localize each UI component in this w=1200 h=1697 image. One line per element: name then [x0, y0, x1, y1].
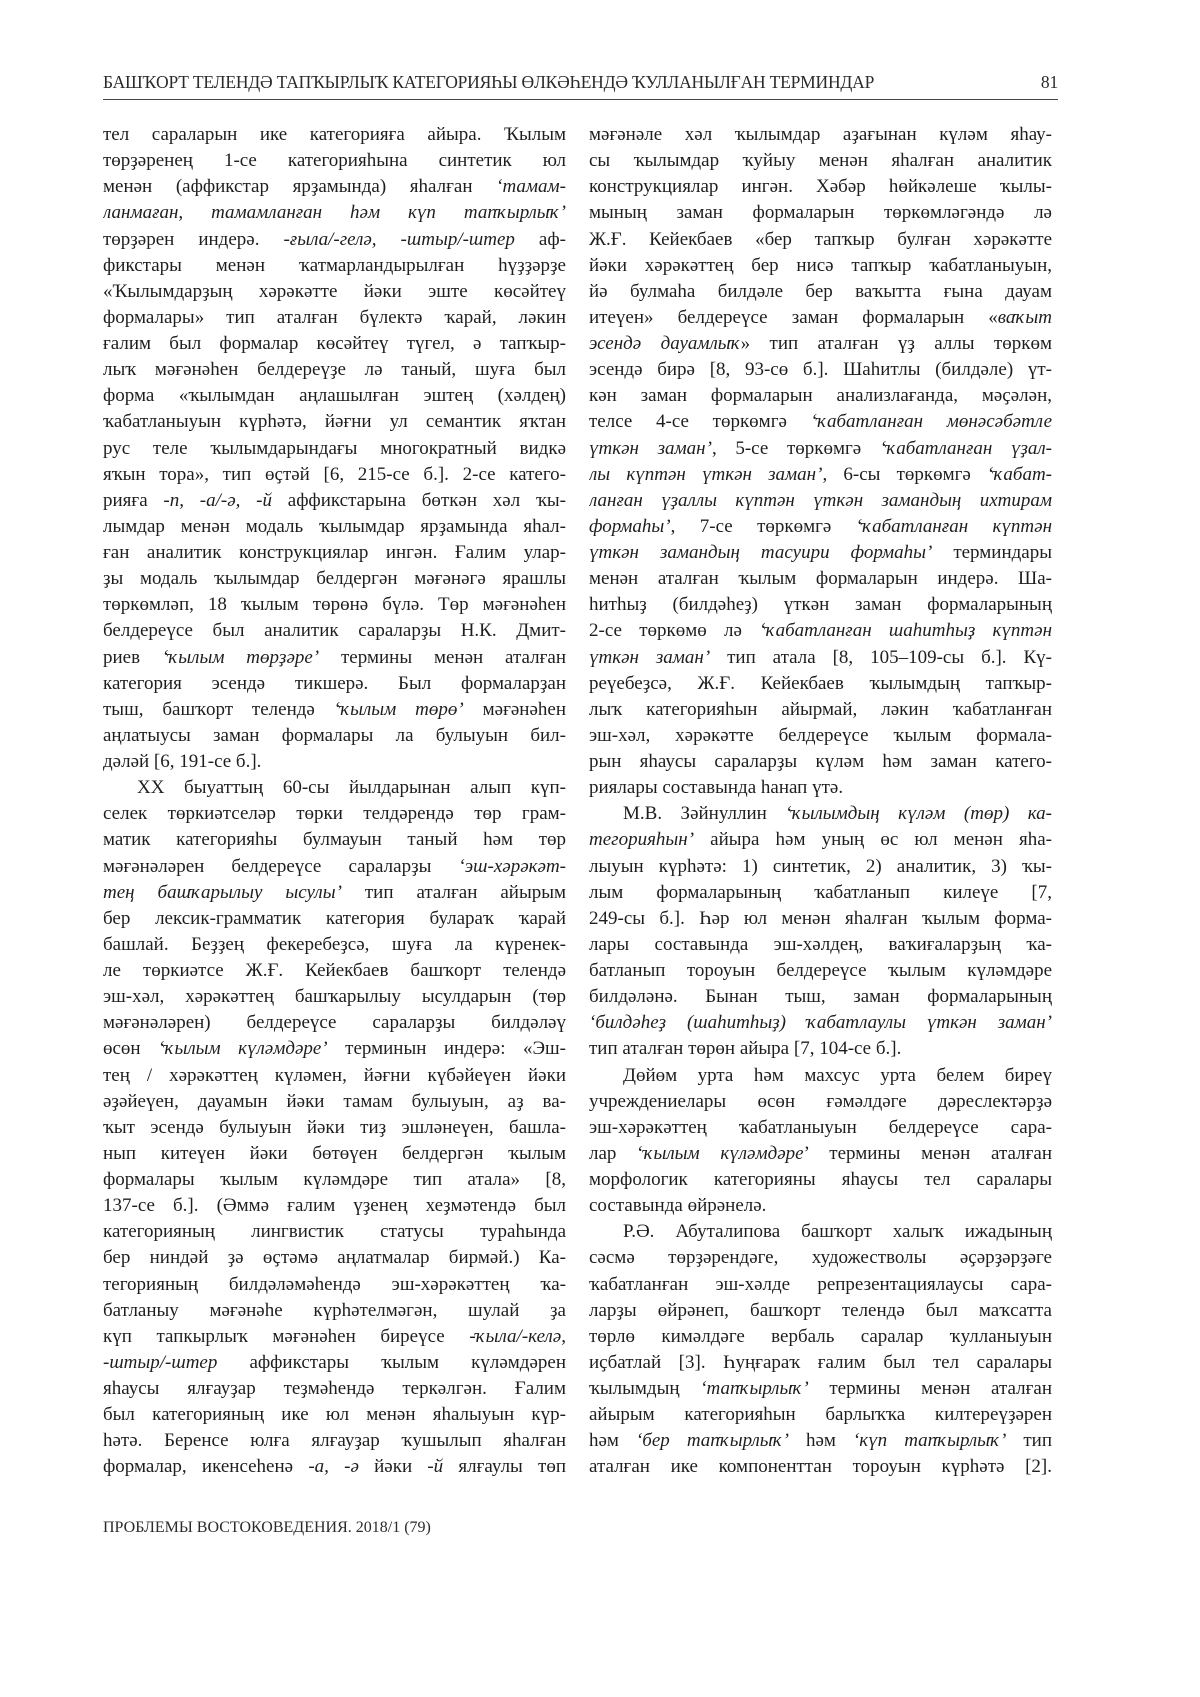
- text-line: [103, 697, 566, 723]
- text-line: [589, 1428, 1052, 1454]
- italic-term: -а, -ә: [308, 1456, 359, 1478]
- italic-term: тегорияһын’: [589, 829, 695, 851]
- text-segment: һәтә. Беренсе юлға ялғауҙар ҡушылып яһалған: [103, 1430, 566, 1452]
- text-segment: айырым категорияһын барлыҡҡа килтереүҙәрен: [589, 1404, 1052, 1426]
- text-line: [589, 1167, 1052, 1193]
- text-segment: форма «ҡылымдан аңлашылған эштең (хәлдең): [103, 385, 566, 407]
- text-line: [103, 227, 566, 253]
- text-segment: аффикстарына бөткән хәл ҡы-: [272, 489, 566, 511]
- italic-term: ‘ҡабатланған мөнәсәбәтле: [810, 411, 1052, 433]
- text-line: [589, 592, 1052, 618]
- text-segment: һәм: [788, 1430, 853, 1452]
- italic-term: ‘ҡылым күләмдәре’: [158, 1038, 328, 1060]
- paragraph: [589, 1219, 1052, 1480]
- text-segment: төрлө кимәлдәге вербаль саралар ҡулланыуын: [589, 1325, 1052, 1347]
- text-line: [589, 671, 1052, 697]
- text-line: [589, 305, 1052, 331]
- text-line: [589, 827, 1052, 853]
- text-line: [589, 880, 1052, 906]
- text-segment: составында өйрәнелә.: [589, 1195, 767, 1217]
- text-segment: » тип аталған үҙ аллы төркөм: [740, 333, 1052, 354]
- paragraph: [589, 801, 1052, 1062]
- text-line: [103, 645, 566, 671]
- text-line: [103, 122, 566, 148]
- text-segment: , 7-се төркөмгә: [670, 515, 856, 537]
- running-header: [103, 72, 1058, 100]
- text-segment: телсе 4-се төркөмгә: [589, 411, 811, 433]
- text-segment: итеүен» белдереүсе заман формаларын «: [589, 306, 998, 328]
- text-line: [103, 592, 566, 618]
- text-line: [103, 1324, 566, 1350]
- italic-term: ‘күп тапҡырлыҡ’: [852, 1430, 1007, 1452]
- text-segment: аңлатыусы заман формалары ла булыуын бил-: [103, 724, 566, 746]
- text-line: [589, 122, 1052, 148]
- text-segment: конструкциялар ингән. Хәбәр һөйкәлеше ҡылы-: [589, 176, 1052, 198]
- text-line: [103, 1010, 566, 1036]
- text-segment: яҡын тора», тип өҫтәй [6, 215-се б.]. 2-се катего-: [103, 463, 566, 485]
- text-line: [103, 1219, 566, 1245]
- text-segment: нып китеүен йәки бөтөүен белдергән ҡылым: [103, 1142, 566, 1164]
- text-line: [589, 697, 1052, 723]
- text-line: [103, 854, 566, 880]
- text-segment: Дөйөм урта һәм махсус урта белем биреү: [623, 1064, 1052, 1086]
- text-segment: тип аталған айырым: [341, 881, 566, 903]
- journal-footer: ПРОБЛЕМЫ ВОСТОКОВЕДЕНИЯ. 2018/1 (79): [103, 1519, 431, 1536]
- italic-term: лы күптән үткән заман’: [589, 463, 823, 485]
- text-segment: күп тапкырлыҡ мәғәнәһен биреүсе: [103, 1325, 470, 1347]
- text-line: [103, 1036, 566, 1062]
- text-line: [589, 540, 1052, 566]
- text-line: [103, 1350, 566, 1376]
- text-line: [589, 775, 1052, 801]
- text-line: [589, 1402, 1052, 1428]
- text-line: [103, 723, 566, 749]
- text-segment: морфологик категорияны яһаусы тел саралары: [589, 1169, 1052, 1190]
- text-segment: М.В. Зәйнуллин: [623, 803, 786, 825]
- text-segment: өсөн: [103, 1038, 159, 1060]
- text-line: [103, 1063, 566, 1089]
- italic-term: ҡылым күләмдәре: [643, 1142, 804, 1164]
- text-line: [589, 1089, 1052, 1115]
- italic-term: ланған үҙаллы күптән үткән замандың ихтирам: [589, 489, 1052, 511]
- italic-term: формаһы’: [589, 515, 671, 537]
- italic-term: ‘тапҡырлыҡ’: [700, 1378, 809, 1399]
- text-segment: , 5-се төркөмгә: [711, 437, 880, 459]
- text-line: [103, 253, 566, 279]
- text-segment: батланып тороуын белдереүсе ҡылым күләмдәре: [589, 960, 1052, 981]
- text-segment: мәғәнәләрен) белдереүсе сараларҙы билдәләү: [103, 1012, 566, 1034]
- text-line: [103, 566, 566, 592]
- text-line: [103, 749, 566, 775]
- text-segment: селек төркиәтселәр төрки телдәрендә төр грам-: [103, 803, 566, 825]
- text-segment: төрҙәренең 1-се категорияһына синтетик юл: [103, 150, 566, 172]
- text-line: [589, 383, 1052, 409]
- italic-term: ‘ҡабат-: [987, 463, 1052, 485]
- text-segment: ҙы модаль ҡылымдар белдергән мәғәнәгә ярашлы: [103, 568, 566, 590]
- text-line: [589, 1193, 1052, 1219]
- text-segment: менән (аффикстар ярҙамында) яһалған: [103, 176, 497, 198]
- text-line: [103, 305, 566, 331]
- text-segment: формалары ҡылым күләмдәре тип атала» [8,: [103, 1169, 566, 1190]
- text-segment: лары составында эш-хәлдең, ваҡиғаларҙың ҡа-: [589, 933, 1052, 955]
- text-segment: батланыу мәғәнәһе күрһәтелмәгән, шулай ҙа: [103, 1299, 566, 1321]
- italic-term: ‘ҡылымдың күләм (төр) ка-: [785, 803, 1052, 825]
- text-line: [103, 1245, 566, 1271]
- text-segment: кән заман формаларын анализлағанда, мәҫәлән,: [589, 385, 1052, 407]
- text-segment: матик категорияһы булмауын таный һәм төр: [103, 829, 566, 851]
- text-line: [589, 1245, 1052, 1271]
- text-line: [589, 148, 1052, 174]
- text-segment: төркөмләп, 18 ҡылым төрөнә бүлә. Төр мәғәнәһен: [103, 594, 566, 616]
- text-line: [589, 801, 1052, 827]
- text-line: [103, 932, 566, 958]
- text-segment: ғалим был формалар көсәйтеү түгел, ә тапҡыр-: [103, 333, 566, 354]
- text-segment: категория эсендә тикшерә. Был формаларҙан: [103, 672, 566, 694]
- text-line: [589, 462, 1052, 488]
- text-line: [103, 618, 566, 644]
- text-segment: тегорияның билдәләмәһендә эш-хәрәкәттең ҡа-: [103, 1273, 566, 1295]
- text-segment: рияға: [103, 489, 164, 511]
- italic-term: ваҡыт: [997, 306, 1052, 328]
- text-segment: фикстары менән ҡатмарландырылған һүҙҙәрҙе: [103, 254, 566, 276]
- text-line: [103, 801, 566, 827]
- text-segment: формалары» тип аталған бүлектә ҡарай, ләкин: [103, 306, 566, 328]
- text-line: [103, 279, 566, 305]
- text-line: [103, 174, 566, 200]
- text-line: [589, 906, 1052, 932]
- italic-term: -штыр/-штер: [103, 1351, 218, 1373]
- italic-term: үткән замандың тасуири формаһы’: [589, 542, 933, 563]
- text-segment: эш-хәл, хәрәкәтте белдереүсе ҡылым формала-: [589, 724, 1052, 746]
- text-segment: формалар, икенсеһенә: [103, 1456, 309, 1478]
- text-segment: айыра һәм уның өс юл менән яһа-: [694, 829, 1052, 851]
- italic-term: ‘бер тапҡырлыҡ’: [635, 1430, 789, 1452]
- text-line: [103, 488, 566, 514]
- text-segment: лым формаларының ҡабатланып килеүе [7,: [589, 881, 1052, 903]
- italic-term: үткән заман’: [589, 646, 711, 668]
- text-line: [103, 906, 566, 932]
- text-line: [103, 1272, 566, 1298]
- text-segment: тыш, башҡорт телендә: [103, 698, 334, 720]
- text-segment: башлай. Беҙҙең фекеребеҙсә, шуға ла күренек-: [103, 933, 566, 955]
- italic-term: ‘эш-хәрәкәт-: [458, 855, 566, 877]
- italic-term: -п, -а/-ә, -й: [163, 489, 273, 511]
- text-segment: йә булмаһа билдәле бер ваҡытта ғына дауам: [589, 280, 1052, 302]
- text-line: [589, 1010, 1052, 1036]
- text-line: [103, 1428, 566, 1454]
- italic-term: ‘ҡылым төрө’: [333, 698, 464, 720]
- text-segment: реүебеҙсә, Ж.Ғ. Кейекбаев ҡылымдың тапҡыр-: [589, 672, 1052, 694]
- text-segment: 249-сы б.]. Һәр юл менән яһалған ҡылым форма-: [589, 907, 1052, 929]
- text-segment: риев: [103, 646, 162, 668]
- text-segment: мәғәнәләрен белдереүсе сараларҙы: [103, 855, 459, 877]
- text-segment: Ж.Ғ. Кейекбаев «бер тапҡыр булған хәрәкәтте: [589, 228, 1052, 250]
- text-segment: сы ҡылымдар ҡуйыу менән яһалған аналитик: [589, 150, 1052, 172]
- text-line: [103, 1193, 566, 1219]
- italic-term: ланмаған, тамамланған һәм күп тапҡырлыҡ’: [103, 202, 566, 224]
- text-line: [103, 1167, 566, 1193]
- text-line: [589, 279, 1052, 305]
- paragraph: [103, 775, 566, 1480]
- text-segment: аталған ике компоненттан тороуын күрһәтә [2].: [589, 1456, 1052, 1478]
- paragraph: [103, 122, 566, 775]
- text-line: [103, 462, 566, 488]
- text-segment: әҙәйеүен, дауамын йәки тамам булыуын, аҙ ва-: [103, 1090, 566, 1112]
- text-line: [589, 253, 1052, 279]
- text-line: [589, 1141, 1052, 1167]
- text-line: [589, 1063, 1052, 1089]
- text-segment: тип: [1006, 1430, 1052, 1452]
- text-line: [589, 1454, 1052, 1480]
- text-segment: ле төркиәтсе Ж.Ғ. Кейекбаев башҡорт телендә: [103, 960, 566, 981]
- text-segment: 2-се төркөмө лә: [589, 620, 760, 642]
- text-line: [103, 148, 566, 174]
- text-segment: , 6-сы төркөмгә: [822, 463, 988, 485]
- text-segment: ған аналитик конструкциялар ингән. Ғалим улар-: [103, 542, 566, 563]
- text-segment: бер лексик-грамматик категория булараҡ ҡарай: [103, 907, 566, 929]
- text-segment: тең / хәрәкәттең күләмен, йәғни күбәйеүен йәки: [103, 1064, 566, 1086]
- text-line: [103, 383, 566, 409]
- text-segment: тип атала [8, 105–109-сы б.]. Кү-: [710, 646, 1052, 668]
- text-segment: эш-хәл, хәрәкәттең башҡарылыу ысулдарын (төр: [103, 986, 566, 1008]
- italic-term: ‘ҡабатланған шаһитһыҙ күптән: [759, 620, 1052, 642]
- text-column-right: [589, 122, 1052, 1481]
- text-line: [103, 514, 566, 540]
- text-segment: эсендә бирә [8, 93-сө б.]. Шаһитлы (билдәле) үт-: [589, 359, 1052, 381]
- text-segment: аф-: [514, 228, 566, 250]
- text-segment: сәсмә төрҙәрендәге, художестволы әҫәрҙәрҙәге: [589, 1247, 1052, 1269]
- text-segment: яһаусы ялғауҙар теҙмәһендә теркәлгән. Ғалим: [103, 1378, 566, 1399]
- text-line: [589, 488, 1052, 514]
- text-line: [103, 331, 566, 357]
- italic-term: -ғыла/-гелә, -штыр/-штер: [283, 228, 515, 250]
- page-number: 81: [1040, 72, 1058, 92]
- text-segment: дәләй [6, 191-се б.].: [103, 751, 262, 772]
- text-line: [589, 1298, 1052, 1324]
- text-line: [103, 1454, 566, 1480]
- text-segment: һәм: [589, 1430, 636, 1452]
- text-segment: эш-хәрәкәттең ҡабатланыуын белдереүсе сара-: [589, 1116, 1052, 1138]
- text-segment: лыҡ категорияһын айырмай, ләкин ҡабатланған: [589, 698, 1052, 720]
- text-line: [589, 854, 1052, 880]
- text-segment: терминдары: [932, 542, 1052, 563]
- text-line: [589, 1219, 1052, 1245]
- text-segment: ’ термины менән аталған: [803, 1142, 1052, 1164]
- text-line: [589, 984, 1052, 1010]
- text-segment: был категорияның ике юл менән яһалыуын күр-: [103, 1404, 566, 1426]
- text-segment: бер ниндәй ҙә өҫтәмә аңлатмалар бирмәй.) Ка-: [103, 1247, 566, 1269]
- text-segment: тел сараларын ике категорияға айыра. Ҡылым: [103, 124, 566, 145]
- text-line: [103, 880, 566, 906]
- text-line: [103, 1402, 566, 1428]
- text-line: [589, 1272, 1052, 1298]
- text-line: [103, 409, 566, 435]
- text-line: [103, 1089, 566, 1115]
- text-segment: рын яһаусы сараларҙы күләм һәм заман катего-: [589, 751, 1052, 772]
- italic-term: -ҡыла/-келә,: [469, 1325, 566, 1347]
- text-line: [589, 932, 1052, 958]
- text-column-left: [103, 122, 566, 1481]
- text-segment: мының заман формаларын төркөмләгәндә лә: [589, 202, 1052, 224]
- text-line: [589, 174, 1052, 200]
- text-segment: билдәләнә. Бынан тыш, заман формаларының: [589, 986, 1052, 1008]
- italic-term: ‘ҡабатланған күптән: [855, 515, 1052, 537]
- text-line: [589, 1376, 1052, 1402]
- italic-term: -й: [427, 1456, 444, 1478]
- running-title: БАШҠОРТ ТЕЛЕНДӘ ТАПҠЫРЛЫҠ КАТЕГОРИЯҺЫ ӨЛКӘҺЕНДӘ ҠУЛЛАНЫЛҒАН ТЕРМИНДАР: [103, 72, 875, 92]
- text-line: [103, 1298, 566, 1324]
- text-segment: лымдар менән модаль ҡылымдар ярҙамында яһал-: [103, 515, 566, 537]
- text-line: [103, 671, 566, 697]
- text-segment: иҫбатлай [3]. Һуңғараҡ ғалим был тел саралары: [589, 1351, 1052, 1373]
- text-segment: белдереүсе был аналитик сараларҙы Н.К. Дмит-: [103, 620, 566, 642]
- text-line: [589, 1115, 1052, 1141]
- text-segment: XX быуаттың 60-сы йылдарынан алып күп-: [137, 777, 566, 799]
- text-segment: лар ‘: [589, 1142, 644, 1164]
- text-segment: ҡылымдың: [589, 1378, 701, 1399]
- italic-term: ‘ҡылым төрҙәре’: [161, 646, 320, 668]
- text-segment: ялғаулы төп: [443, 1456, 566, 1478]
- text-segment: тип аталған төрөн айыра [7, 104-се б.].: [589, 1038, 902, 1060]
- text-line: [589, 1350, 1052, 1376]
- text-line: [589, 1036, 1052, 1062]
- text-line: [589, 514, 1052, 540]
- text-line: [103, 540, 566, 566]
- text-segment: йәки: [358, 1456, 428, 1478]
- text-segment: лыуын күрһәтә: 1) синтетик, 2) аналитик, 3) ҡы-: [589, 855, 1052, 877]
- text-line: [103, 1115, 566, 1141]
- italic-term: үткән заман’: [589, 437, 712, 459]
- text-line: [589, 723, 1052, 749]
- text-line: [589, 357, 1052, 383]
- text-segment: ҡабатланған эш-хәлде репрезентациялаусы сара-: [589, 1273, 1052, 1295]
- text-segment: рус теле ҡылымдарындағы многократный видкә: [103, 437, 566, 459]
- text-segment: 137-се б.]. (Әммә ғалим үҙенең хеҙмәтендә был: [103, 1195, 566, 1217]
- text-segment: ҡабатланыуын күрһәтә, йәғни ул семантик яҡтан: [103, 411, 566, 433]
- text-line: [589, 566, 1052, 592]
- text-line: [103, 1141, 566, 1167]
- text-segment: төрҙәрен индерә.: [103, 228, 284, 250]
- text-line: [103, 958, 566, 984]
- text-segment: лыҡ мәғәнәһен белдереүҙе лә таный, шуға был: [103, 359, 566, 381]
- text-line: [589, 436, 1052, 462]
- text-line: [589, 1324, 1052, 1350]
- text-segment: аффикстары ҡылым күләмдәрен: [217, 1351, 566, 1373]
- text-segment: «Ҡылымдарҙың хәрәкәтте йәки эште көсәйтеү: [103, 280, 566, 302]
- text-segment: ҡыт эсендә булыуын йәки тиҙ эшләнеүен, башла-: [103, 1116, 566, 1138]
- paragraph: [589, 122, 1052, 801]
- italic-term: ‘тамам-: [496, 176, 566, 198]
- text-line: [589, 227, 1052, 253]
- text-line: [589, 409, 1052, 435]
- text-segment: менән аталған ҡылым формаларын индерә. Ша-: [589, 568, 1052, 590]
- text-segment: йәки хәрәкәттең бер нисә тапҡыр ҡабатланыуын,: [589, 254, 1052, 276]
- text-segment: термины менән аталған: [808, 1378, 1052, 1399]
- text-line: [589, 958, 1052, 984]
- text-line: [103, 827, 566, 853]
- italic-term: ‘ҡабатланған үҙал-: [879, 437, 1052, 459]
- text-line: [103, 775, 566, 801]
- text-line: [103, 200, 566, 226]
- text-line: [589, 645, 1052, 671]
- italic-term: ‘билдәһеҙ (шаһитһыҙ) ҡабатлаулы үткән заман’: [589, 1012, 1052, 1034]
- text-segment: категорияның лингвистик статусы тураһында: [103, 1221, 566, 1243]
- text-segment: терминын индерә: «Эш-: [327, 1038, 566, 1060]
- text-line: [103, 357, 566, 383]
- text-segment: ларҙы өйрәнеп, башҡорт телендә был маҡсатта: [589, 1299, 1052, 1321]
- text-segment: мәғәнәле хәл ҡылымдар аҙағынан күләм яһау-: [589, 124, 1052, 145]
- text-segment: учреждениелары өсөн ғәмәлдәге дәреслектәрҙә: [589, 1090, 1052, 1112]
- text-segment: Р.Ә. Абуталипова башҡорт халыҡ ижадының: [623, 1221, 1052, 1243]
- text-segment: мәғәнәһен: [463, 698, 566, 720]
- paragraph: [589, 1063, 1052, 1220]
- text-line: [103, 436, 566, 462]
- text-segment: термины менән аталған: [319, 646, 566, 668]
- italic-term: эсендә дауамлыҡ: [589, 333, 741, 354]
- text-line: [589, 618, 1052, 644]
- text-segment: риялары составында һанап үтә.: [589, 777, 844, 799]
- italic-term: тең башҡарылыу ысулы’: [103, 881, 342, 903]
- text-line: [103, 984, 566, 1010]
- text-segment: һитһыҙ (билдәһеҙ) үткән заман формаларының: [589, 594, 1052, 616]
- text-line: [589, 331, 1052, 357]
- text-line: [589, 200, 1052, 226]
- text-line: [103, 1376, 566, 1402]
- text-line: [589, 749, 1052, 775]
